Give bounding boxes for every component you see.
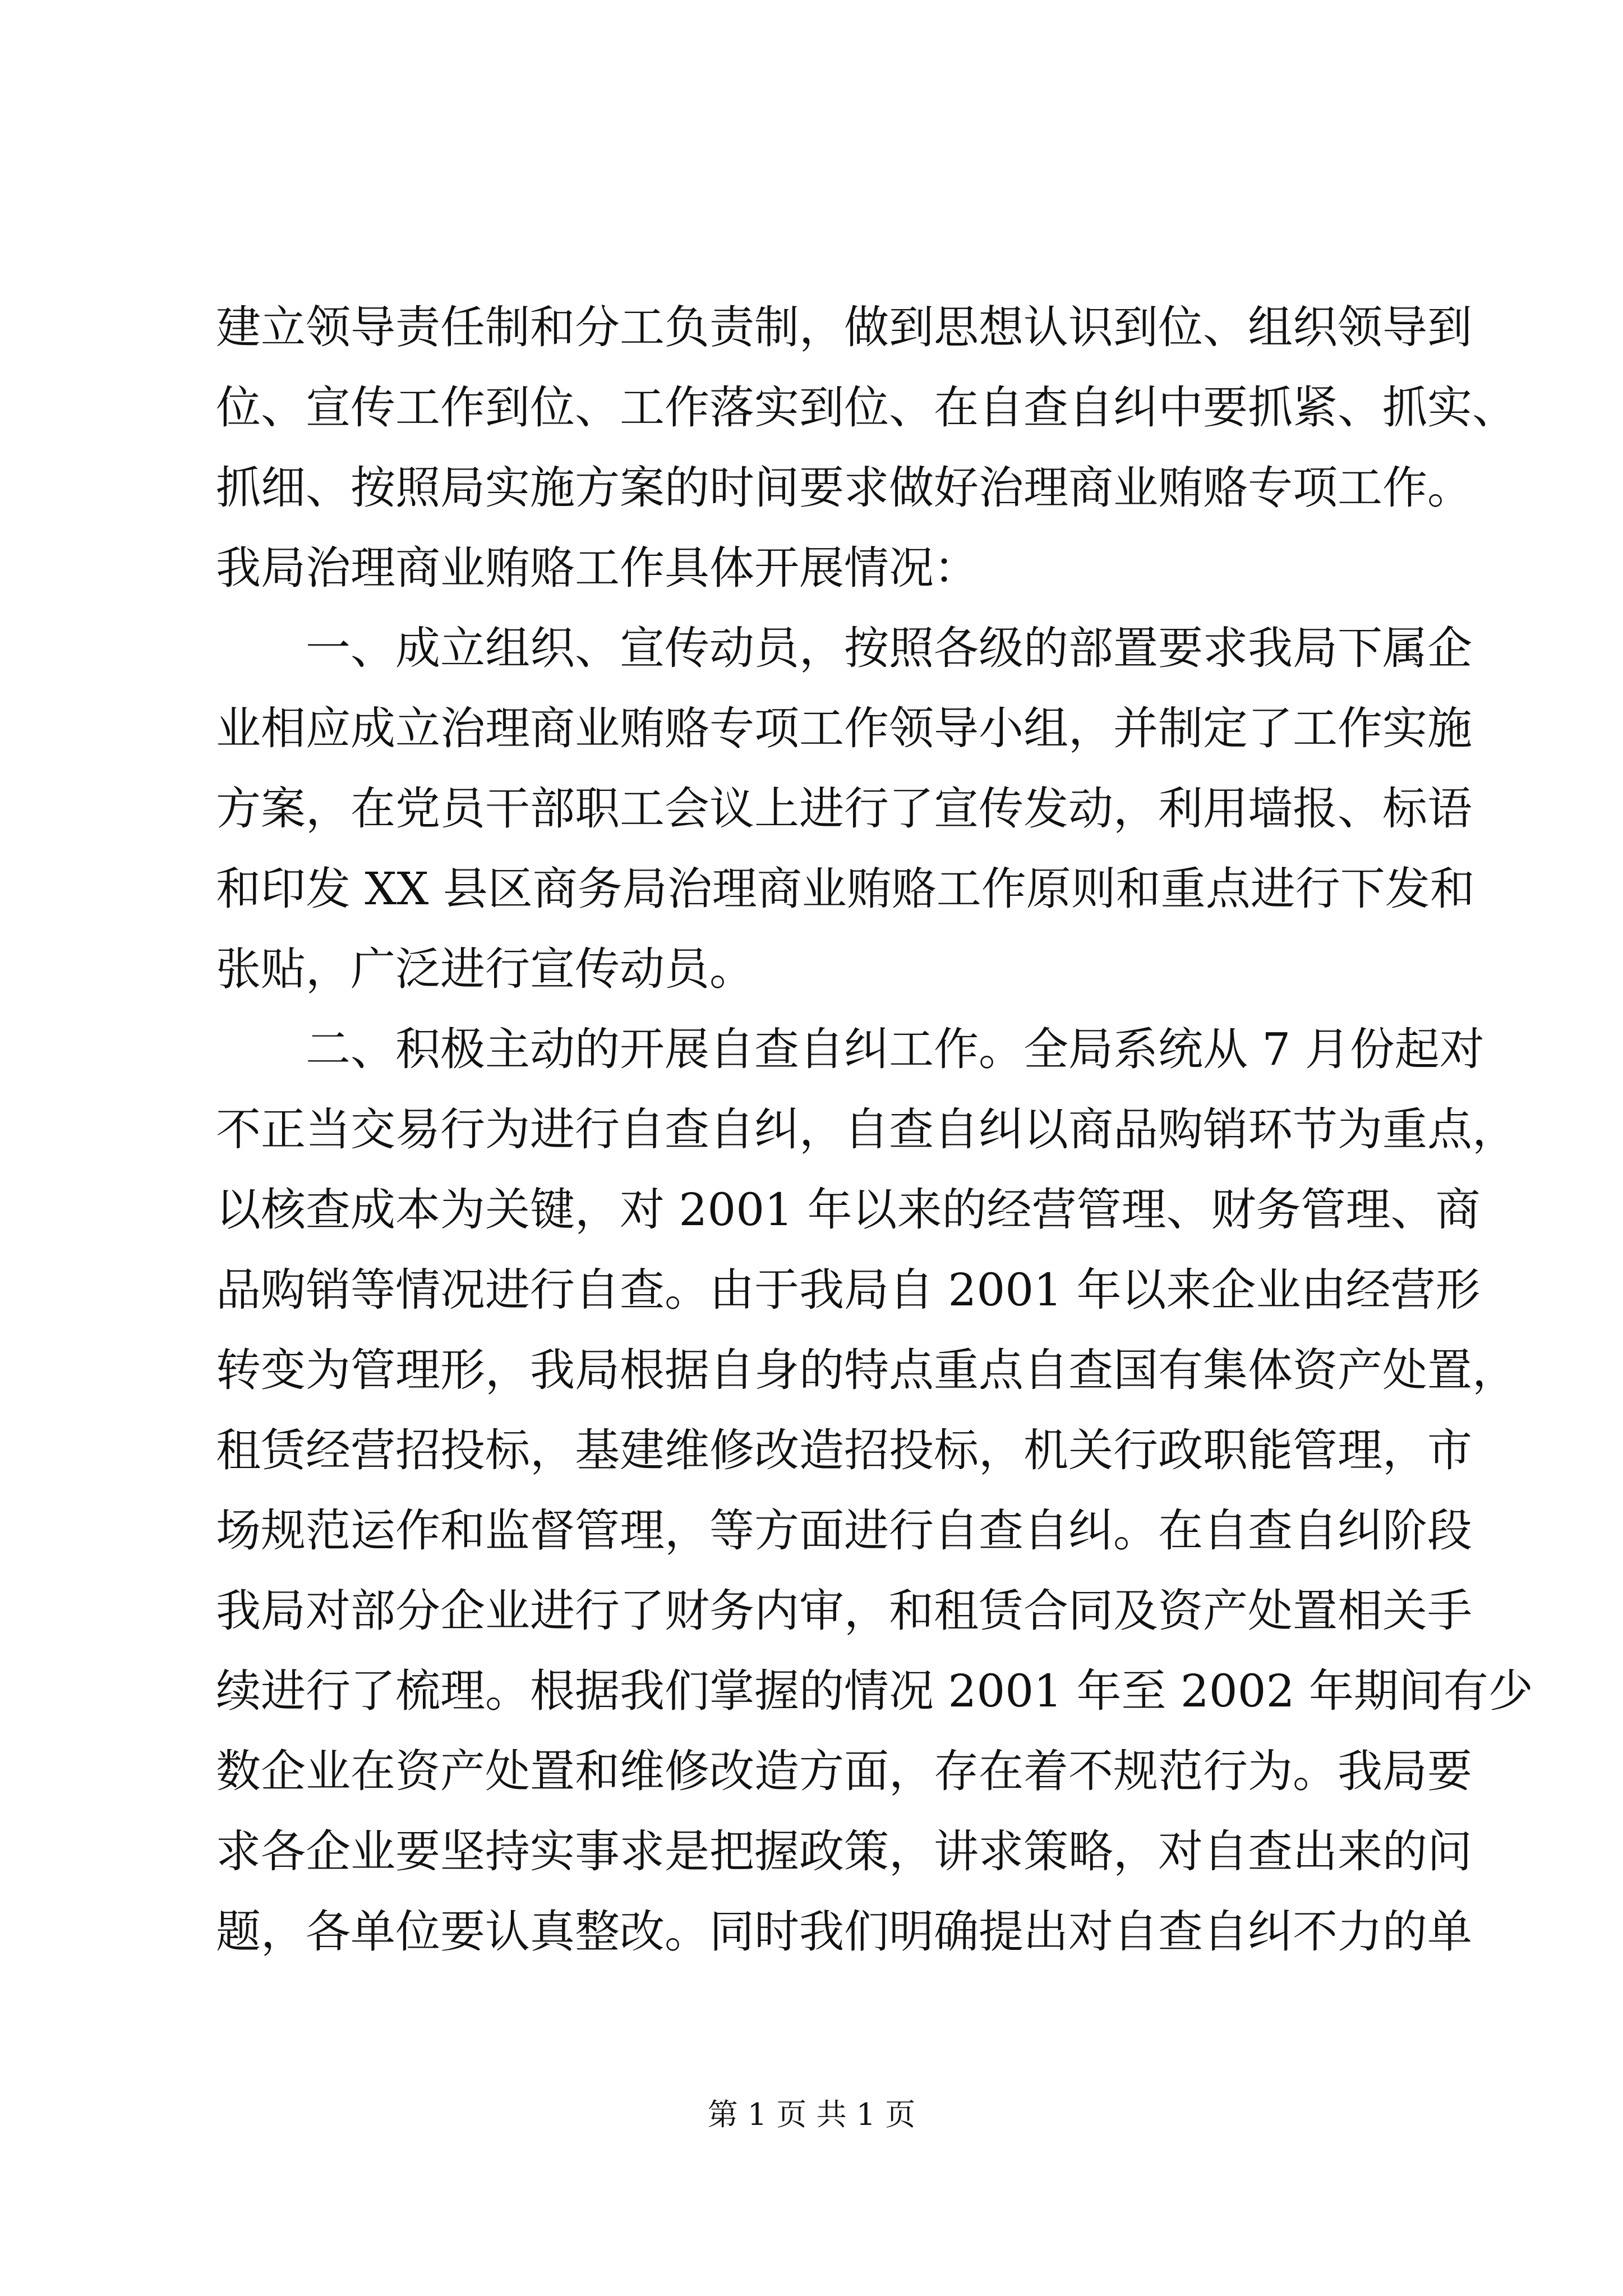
body-text [216,287,1533,1972]
page-number-footer: 第 1 页 共 1 页 [707,2097,916,2132]
text-line: 和印发 XX 县区商务局治理商业贿赂工作原则和重点进行下发和 [216,863,1475,915]
text-line: 数企业在资产处置和维修改造方面，存在着不规范行为。我局要 [216,1745,1472,1797]
text-line: 抓细、按照局实施方案的时间要求做好治理商业贿赂专项工作。 [216,462,1472,514]
text-line: 张贴，广泛进行宣传动员。 [216,943,754,995]
text-line: 位、宣传工作到位、工作落实到位、在自查自纠中要抓紧、抓实、 [216,381,1517,434]
text-line: 求各企业要坚持实事求是把握政策，讲求策略，对自查出来的问 [216,1825,1472,1878]
text-line: 续进行了梳理。根据我们掌握的情况 2001 年至 2002 年期间有少 [216,1665,1533,1717]
text-line: 题，各单位要认真整改。同时我们明确提出对自查自纠不力的单 [216,1906,1472,1958]
text-line: 转变为管理形，我局根据自身的特点重点自查国有集体资产处置， [216,1344,1517,1396]
text-line: 我局对部分企业进行了财务内审，和租赁合同及资产处置相关手 [216,1585,1472,1637]
text-line: 以核查成本为关键，对 2001 年以来的经营管理、财务管理、商 [216,1184,1481,1236]
text-line: 不正当交易行为进行自查自纠，自查自纠以商品购销环节为重点， [216,1103,1517,1156]
text-line: 业相应成立治理商业贿赂专项工作领导小组，并制定了工作实施 [216,702,1472,754]
paragraph-one-start: 一、成立组织、宣传动员，按照各级的部置要求我局下属企 [216,622,1472,674]
text-line: 租赁经营招投标，基建维修改造招投标，机关行政职能管理，市 [216,1424,1472,1476]
text-line: 品购销等情况进行自查。由于我局自 2001 年以来企业由经营形 [216,1264,1481,1316]
paragraph-two-start: 二、积极主动的开展自查自纠工作。全局系统从 7 月份起对 [216,1023,1484,1075]
text-line: 我局治理商业贿赂工作具体开展情况： [216,542,979,594]
text-line: 建立领导责任制和分工负责制，做到思想认识到位、组织领导到 [216,301,1472,353]
text-line: 场规范运作和监督管理，等方面进行自查自纠。在自查自纠阶段 [216,1504,1472,1557]
text-line: 方案，在党员干部职工会议上进行了宣传发动，利用墙报、标语 [216,783,1472,835]
